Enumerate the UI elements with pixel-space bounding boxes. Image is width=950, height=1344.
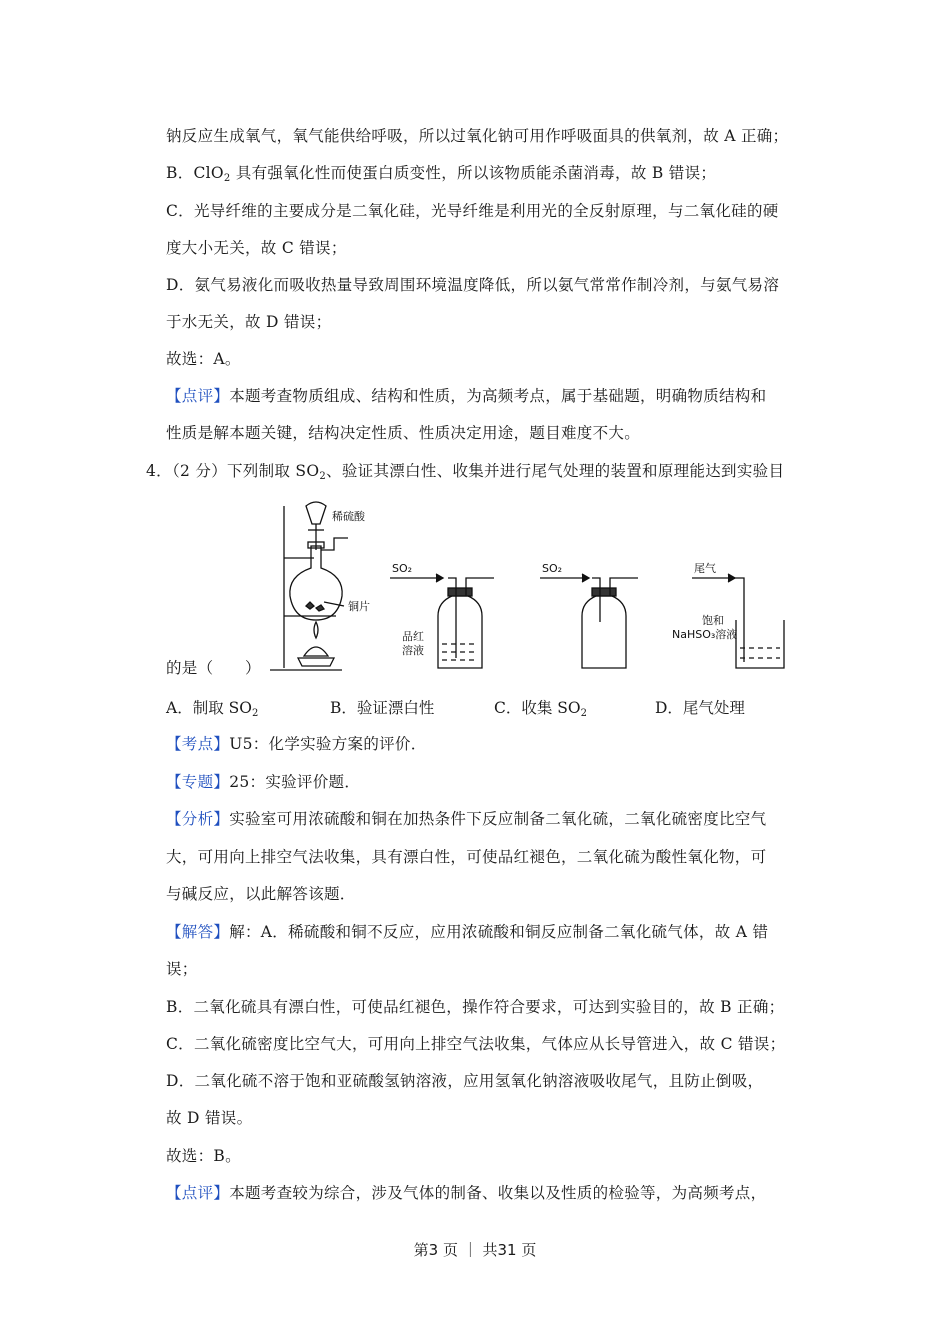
solution-line: 误； (166, 960, 198, 978)
solution-line: 故 D 错误。 (166, 1109, 253, 1127)
option-a: A．制取 $SO_2$ (166, 699, 259, 719)
kaodian-tag: 【考点】 (166, 735, 230, 753)
apparatus-figure (262, 498, 822, 676)
answer-line: 故选：B。 (166, 1147, 241, 1165)
analysis-line: 【分析】实验室可用浓硫酸和铜在加热条件下反应制备二氧化硫，二氧化硫密度比空气 (166, 810, 767, 828)
alcohol-lamp (304, 647, 328, 656)
review-line: 性质是解本题关键，结构决定性质、性质决定用途，题目难度不大。 (166, 424, 641, 442)
option-b: B．验证漂白性 (330, 699, 435, 717)
analysis-line: 大，可用向上排空气法收集，具有漂白性，可使品红褪色，二氧化硫为酸性氧化物，可 (166, 848, 767, 866)
text-line: 于水无关，故 D 错误； (166, 313, 332, 331)
review-line: 【点评】本题考查较为综合，涉及气体的制备、收集以及性质的检验等，为高频考点， (166, 1184, 767, 1202)
solution-line: B．二氧化硫具有漂白性，可使品红褪色，操作符合要求，可达到实验目的，故 B 正确； (166, 998, 785, 1016)
review-line: 【点评】本题考查物质组成、结构和性质，为高频考点，属于基础题，明确物质结构和 (166, 387, 767, 405)
analysis-tag: 【分析】 (166, 810, 230, 828)
solution-line: 【解答】解：A．稀硫酸和铜不反应，应用浓硫酸和铜反应制备二氧化硫气体，故 A 错 (166, 923, 769, 941)
option-d: D．尾气处理 (655, 699, 745, 717)
gas-bottle-c (582, 596, 626, 668)
label-nahso3: NaHSO₃溶液 (672, 628, 738, 641)
question-stem: 4．（2 分）下列制取 $SO_2$、验证其漂白性、收集并进行尾气处理的装置和原理能达到实验目 (146, 462, 785, 482)
label-pinhong: 品红 (402, 630, 424, 643)
text-line: C．光导纤维的主要成分是二氧化硅，光导纤维是利用光的全反射原理，与二氧化硅的硬 (166, 202, 779, 220)
review-tag: 【点评】 (166, 1184, 230, 1202)
label-pinhong-solution: 溶液 (402, 644, 424, 657)
zhuanti-line: 【专题】25：实验评价题． (166, 773, 361, 791)
analysis-line: 与碱反应，以此解答该题． (166, 885, 356, 903)
solution-line: D．二氧化硫不溶于饱和亚硫酸氢钠溶液，应用氢氧化钠溶液吸收尾气，且防止倒吸， (166, 1072, 764, 1090)
label-acid: 稀硫酸 (332, 510, 365, 523)
text-line: 钠反应生成氧气，氧气能供给呼吸，所以过氧化钠可用作呼吸面具的供氧剂，故 A 正确； (166, 127, 789, 145)
label-tail-gas: 尾气 (694, 562, 716, 575)
kaodian-line: 【考点】U5：化学实验方案的评价． (166, 735, 427, 753)
review-tag: 【点评】 (166, 387, 230, 405)
option-c: C．收集 $SO_2$ (494, 699, 587, 719)
label-copper: 铜片 (348, 600, 370, 613)
answer-line: 故选：A。 (166, 350, 241, 368)
solution-tag: 【解答】 (166, 923, 230, 941)
solution-line: C．二氧化硫密度比空气大，可用向上排空气法收集，气体应从长导管进入，故 C 错误； (166, 1035, 786, 1053)
label-so2-c: SO₂ (542, 562, 563, 575)
gas-bottle-b (438, 596, 482, 668)
zhuanti-tag: 【专题】 (166, 773, 230, 791)
label-so2-b: SO₂ (392, 562, 413, 575)
beaker (736, 620, 784, 668)
page-footer: 第3 页 ｜ 共31 页 (413, 1241, 537, 1259)
question-stem-end: 的是（ ） (166, 659, 261, 677)
separatory-funnel (306, 502, 326, 524)
text-line: D．氨气易液化而吸收热量导致周围环境温度降低，所以氨气常常作制冷剂，与氨气易溶 (166, 276, 780, 294)
label-saturated: 饱和 (702, 614, 724, 627)
text-line: 度大小无关，故 C 错误； (166, 239, 347, 257)
text-line-option-b: B．ClO$_2$ 具有强氧化性而使蛋白质变性，所以该物质能杀菌消毒，故 B 错误； (166, 164, 717, 184)
